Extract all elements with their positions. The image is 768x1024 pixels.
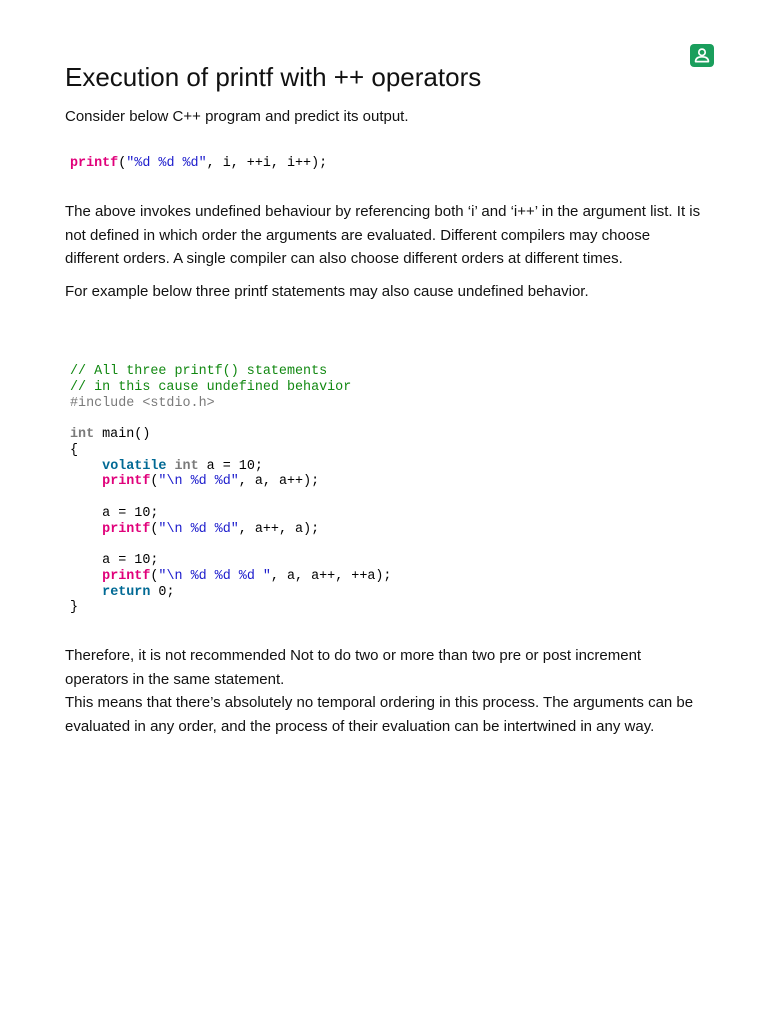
code-token: {: [70, 442, 79, 458]
code-token: main(): [94, 427, 151, 442]
code-token-function: printf: [102, 474, 151, 490]
code-token-function: printf: [102, 521, 151, 537]
code-token: (: [150, 474, 159, 490]
example-intro-paragraph: For example below three printf statements may also cause undefined behavior.: [65, 283, 589, 300]
code-token-string: "\n %d %d": [158, 474, 239, 490]
code-token-string: "%d %d %d": [126, 156, 207, 171]
code-token: (: [150, 521, 159, 537]
code-token: }: [70, 600, 79, 616]
code-keyword: int: [174, 458, 199, 474]
user-icon: [690, 44, 714, 67]
code-token-string: "\n %d %d": [158, 521, 239, 537]
paragraph-line: The above invokes undefined behaviour by referencing both ‘i’ and ‘i++’ in the argument list. It is: [65, 203, 701, 220]
code-token: , a, a++);: [238, 474, 320, 490]
user-account-button[interactable]: [690, 44, 714, 67]
code-comment: // All three printf() statements: [70, 364, 328, 379]
code-token: 0;: [150, 584, 175, 600]
code-token: (: [150, 568, 159, 584]
code-block-example: [70, 364, 391, 616]
code-token: , a++, a);: [238, 521, 320, 537]
intro-paragraph: Consider below C++ program and predict its output.: [65, 108, 409, 125]
code-token: a = 10;: [102, 553, 159, 568]
paragraph-line: Therefore, it is not recommended Not to do two or more than two pre or post increment: [65, 647, 642, 664]
code-preprocessor: #include <stdio.h>: [70, 395, 215, 411]
undefined-behaviour-paragraph: [65, 200, 703, 271]
code-token-function: printf: [70, 156, 119, 171]
code-token-function: printf: [102, 568, 151, 584]
code-token: (: [118, 156, 127, 171]
code-token: a = 10;: [102, 505, 159, 521]
recommendation-paragraph: [65, 644, 703, 691]
code-token: , i, ++i, i++);: [206, 156, 328, 171]
code-token: , a, a++, ++a);: [270, 568, 392, 584]
code-token: a = 10;: [198, 458, 263, 474]
page-title: Execution of printf with ++ operators: [65, 62, 482, 92]
paragraph-line: different orders. A single compiler can also choose different orders at different times.: [65, 250, 623, 267]
paragraph-line: not defined in which order the arguments are evaluated. Different compilers may choose: [65, 226, 651, 244]
code-snippet-printf: [70, 156, 327, 172]
paragraph-line: operators in the same statement.: [65, 670, 285, 688]
code-comment: // in this cause undefined behavior: [70, 379, 352, 395]
ordering-paragraph: [65, 691, 703, 738]
code-keyword: int: [70, 427, 95, 442]
code-keyword: volatile: [102, 458, 167, 474]
paragraph-line: This means that there’s absolutely no temporal ordering in this process. The arguments can be: [65, 694, 694, 711]
code-token-string: "\n %d %d %d ": [158, 568, 271, 584]
code-keyword: return: [102, 584, 151, 600]
paragraph-line: evaluated in any order, and the process of their evaluation can be intertwined in any way.: [65, 717, 655, 735]
